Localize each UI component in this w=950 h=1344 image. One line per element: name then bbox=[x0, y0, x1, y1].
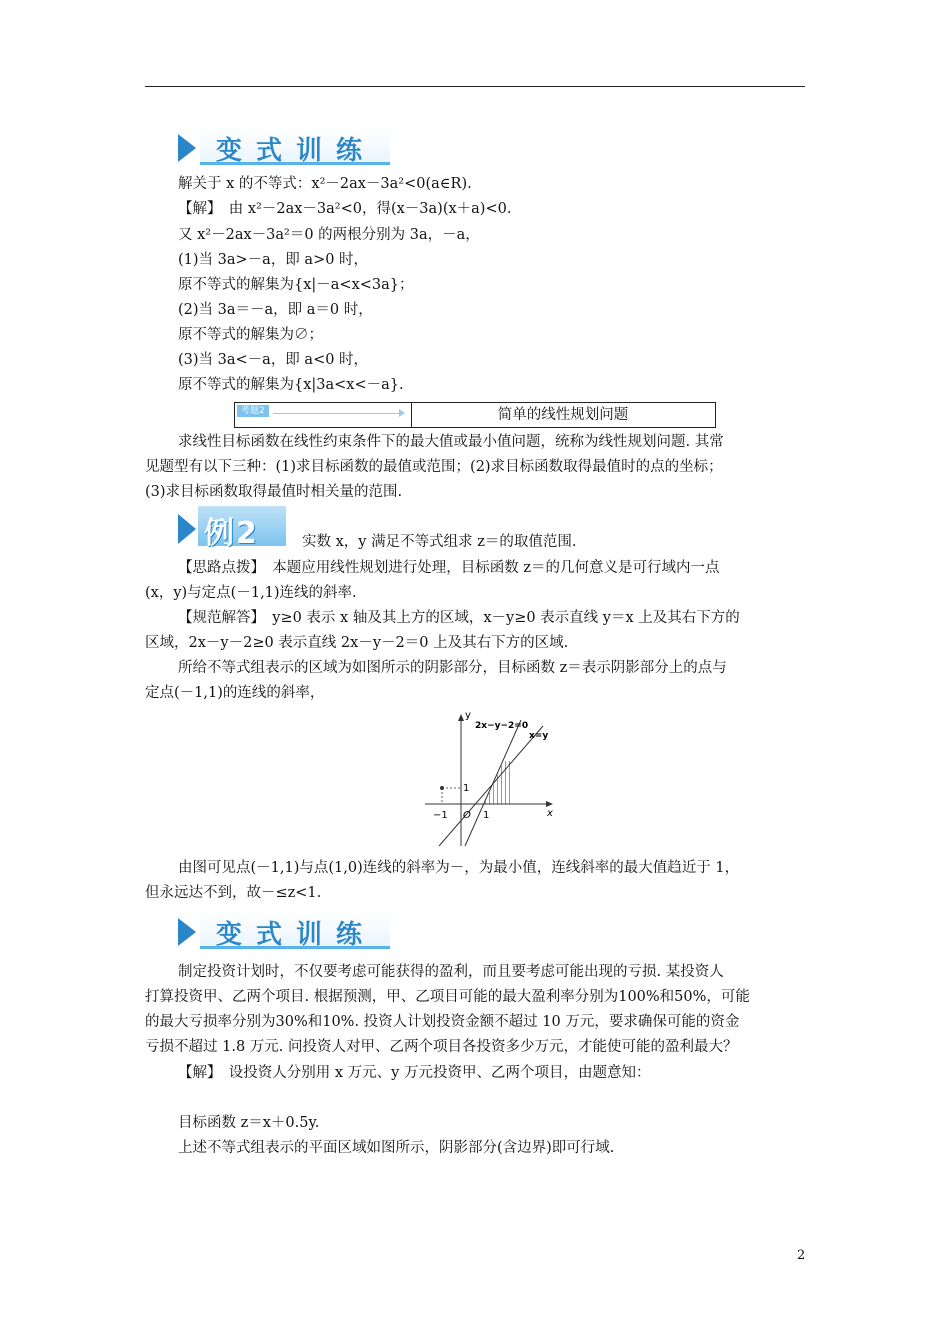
solution-line: 【解】 由 x²－2ax－3a²<0，得(x－3a)(x＋a)<0. bbox=[178, 201, 512, 217]
banner-arrow-icon bbox=[178, 918, 196, 946]
answer-line: 【规范解答】 y≥0 表示 x 轴及其上方的区域，x－y≥0 表示直线 y＝x 上及其右下方的 bbox=[178, 610, 740, 626]
solution-line: (2)当 3a＝－a，即 a＝0 时， bbox=[178, 302, 373, 318]
topic-tag: 考题2 bbox=[237, 405, 269, 417]
header-rule bbox=[145, 86, 805, 87]
tick-1x: 1 bbox=[483, 810, 490, 821]
hint-line: (x，y)与定点(－1,1)连线的斜率. bbox=[145, 585, 357, 601]
topic-box bbox=[234, 402, 716, 428]
line2-label: x=y bbox=[529, 731, 549, 741]
topic-arrow-icon bbox=[273, 413, 401, 414]
answer-line: 定点(－1,1)的连线的斜率， bbox=[145, 685, 325, 701]
banner-arrow-icon bbox=[178, 134, 196, 162]
banner-title: 变式训练 bbox=[216, 136, 377, 166]
example-arrow-icon bbox=[178, 514, 196, 544]
x-axis-arrow-icon bbox=[546, 801, 553, 807]
conclusion-line: 由图可见点(－1,1)与点(1,0)连线的斜率为－，为最小值，连线斜率的最大值趋近于 1， bbox=[178, 860, 740, 876]
line-x-eq-y bbox=[439, 726, 543, 846]
y-axis-arrow-icon bbox=[458, 714, 464, 721]
intro-line: 求线性目标函数在线性约束条件下的最大值或最小值问题，统称为线性规划问题. 其常 bbox=[178, 434, 724, 450]
solution-line: 原不等式的解集为{x|3a<x<－a}. bbox=[178, 377, 404, 393]
solution-line: (3)当 3a<－a，即 a<0 时， bbox=[178, 352, 369, 368]
problem-line: 的最大亏损率分别为30%和10%. 投资人计划投资金额不超过 10 万元，要求确保可能的资金 bbox=[145, 1014, 740, 1030]
tick-neg1: −1 bbox=[433, 810, 448, 821]
tick-1y: 1 bbox=[463, 783, 470, 794]
example-problem: 实数 x，y 满足不等式组求 z＝的取值范围. bbox=[302, 534, 577, 550]
problem-line: 打算投资甲、乙两个项目. 根据预测，甲、乙项目可能的最大盈利率分别为100%和50%，可能 bbox=[145, 989, 750, 1005]
solution-line: 上述不等式组表示的平面区域如图所示，阴影部分(含边界)即可行域. bbox=[178, 1140, 615, 1156]
solution-line: 原不等式的解集为∅； bbox=[178, 327, 323, 343]
variant-training-banner bbox=[178, 128, 393, 168]
variant-training-banner bbox=[178, 912, 393, 952]
answer-line: 所给不等式组表示的区域为如图所示的阴影部分，目标函数 z＝表示阴影部分上的点与 bbox=[178, 660, 727, 676]
answer-line: 区域，2x－y－2≥0 表示直线 2x－y－2＝0 上及其右下方的区域. bbox=[145, 635, 569, 651]
problem-line: 亏损不超过 1.8 万元. 问投资人对甲、乙两个项目各投资多少万元，才能使可能的盈利最大？ bbox=[145, 1039, 738, 1055]
solution-line: 又 x²－2ax－3a²＝0 的两根分别为 3a，－a， bbox=[178, 227, 480, 243]
conclusion-line: 但永远达不到，故－≤z<1. bbox=[145, 885, 322, 901]
feasible-region-figure bbox=[425, 706, 565, 848]
topic-title: 简单的线性规划问题 bbox=[497, 407, 629, 423]
problem-line: 制定投资计划时，不仅要考虑可能获得的盈利，而且要考虑可能出现的亏损. 某投资人 bbox=[178, 964, 724, 980]
banner-title: 变式训练 bbox=[216, 920, 377, 950]
x-axis-label: x bbox=[547, 808, 553, 819]
page-number: 2 bbox=[797, 1248, 806, 1263]
problem-text: 解关于 x 的不等式：x²－2ax－3a²<0(a∈R). bbox=[178, 176, 472, 192]
solution-line: 目标函数 z＝x＋0.5y. bbox=[178, 1115, 320, 1131]
example-label: 例2 bbox=[204, 516, 259, 551]
solution-line: 【解】 设投资人分别用 x 万元、y 万元投资甲、乙两个项目，由题意知： bbox=[178, 1065, 651, 1081]
solution-line: 原不等式的解集为{x|－a<x<3a}； bbox=[178, 277, 414, 293]
y-axis-label: y bbox=[465, 710, 471, 721]
line1-label: 2x−y−2=0 bbox=[475, 721, 529, 731]
origin-label: O bbox=[463, 810, 471, 821]
intro-line: 见题型有以下三种：(1)求目标函数的最值或范围；(2)求目标函数取得最值时的点的坐标； bbox=[145, 459, 723, 475]
shaded-region bbox=[484, 761, 513, 804]
example-2-badge bbox=[178, 506, 288, 550]
solution-line: (1)当 3a>－a，即 a>0 时， bbox=[178, 252, 369, 268]
intro-line: (3)求目标函数取得最值时相关量的范围. bbox=[145, 484, 403, 500]
hint-line: 【思路点拨】 本题应用线性规划进行处理，目标函数 z＝的几何意义是可行域内一点 bbox=[178, 560, 720, 576]
